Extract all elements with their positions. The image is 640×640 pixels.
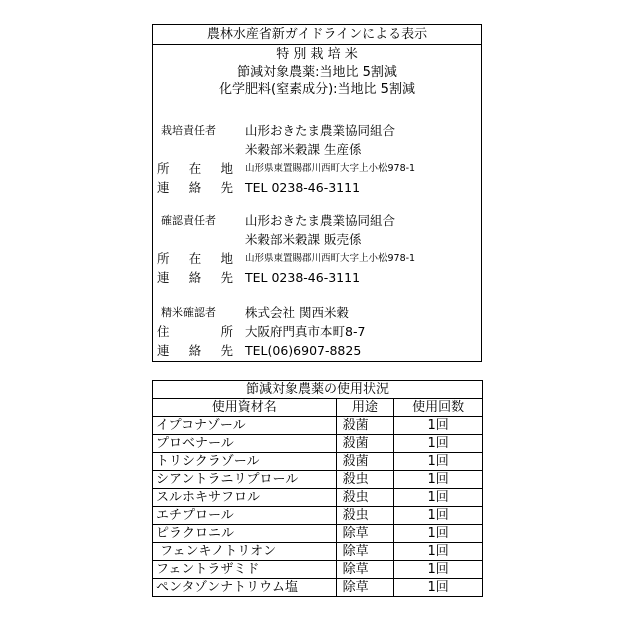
pesticide-usage-table (152, 380, 483, 597)
confirmer-role-label: 確認責任者 (161, 214, 216, 227)
header-material-name: 使用資材名 (153, 399, 337, 417)
grower-role-label: 栽培責任者 (161, 124, 216, 137)
grower-section (157, 121, 479, 197)
table-row (153, 435, 483, 453)
table-row (153, 489, 483, 507)
table-row (153, 561, 483, 579)
confirmer-org-line2: 米穀部米穀課 販売係 (245, 232, 362, 247)
confirmer-contact: TEL 0238-46-3111 (245, 270, 361, 285)
material-purpose: 殺虫 (336, 471, 394, 489)
material-purpose: 除草 (336, 561, 394, 579)
table-row (153, 471, 483, 489)
confirmer-org-line1: 山形おきたま農業協同組合 (245, 213, 396, 228)
material-purpose: 殺菌 (336, 417, 394, 435)
material-name: スルホキサフロル (153, 489, 337, 507)
material-purpose: 除草 (336, 543, 394, 561)
material-count: 1回 (394, 417, 483, 435)
material-name: プロベナール (153, 435, 337, 453)
material-name: エチプロール (153, 507, 337, 525)
material-purpose: 殺菌 (336, 453, 394, 471)
table-row (153, 507, 483, 525)
material-name: フェンキノトリオン (153, 543, 337, 561)
material-name: シアントラニリプロール (153, 471, 337, 489)
miller-address: 大阪府門真市本町8-7 (245, 324, 366, 339)
miller-address-label: 住 所 (157, 324, 233, 339)
material-purpose: 除草 (336, 579, 394, 597)
grade-line: 特 別 栽 培 米 (276, 47, 358, 62)
table-row (153, 453, 483, 471)
miller-contact-label: 連 絡 先 (157, 343, 233, 358)
grower-org-line1: 山形おきたま農業協同組合 (245, 123, 396, 138)
miller-company: 株式会社 関西米穀 (245, 305, 349, 320)
labeling-box (152, 24, 482, 362)
confirmer-address: 山形県東置賜郡川西町大字上小松978-1 (245, 253, 416, 264)
material-name: ペンタゾンナトリウム塩 (153, 579, 337, 597)
material-count: 1回 (394, 525, 483, 543)
material-purpose: 殺菌 (336, 435, 394, 453)
material-purpose: 殺虫 (336, 489, 394, 507)
material-name: フェントラザミド (153, 561, 337, 579)
header-purpose: 用途 (336, 399, 394, 417)
material-name: トリシクラゾール (153, 453, 337, 471)
pesticide-reduction-line: 節減対象農薬:当地比 5割減 (237, 64, 397, 80)
table-row (153, 417, 483, 435)
material-purpose: 除草 (336, 525, 394, 543)
confirmer-section (157, 211, 479, 287)
material-name: イプコナゾール (153, 417, 337, 435)
material-count: 1回 (394, 489, 483, 507)
material-count: 1回 (394, 579, 483, 597)
confirmer-address-label: 所 在 地 (157, 251, 233, 266)
material-count: 1回 (394, 507, 483, 525)
grower-org-line2: 米穀部米穀課 生産係 (245, 142, 362, 157)
table-row (153, 525, 483, 543)
usage-table-title: 節減対象農薬の使用状況 (153, 381, 483, 399)
confirmer-contact-label: 連 絡 先 (157, 270, 233, 285)
material-count: 1回 (394, 453, 483, 471)
material-count: 1回 (394, 435, 483, 453)
material-purpose: 殺虫 (336, 507, 394, 525)
grower-address-label: 所 在 地 (157, 161, 233, 176)
label-header: 農林水産省新ガイドラインによる表示 (153, 25, 481, 45)
table-row (153, 579, 483, 597)
miller-role-label: 精米確認者 (161, 306, 216, 319)
fertilizer-reduction-line: 化学肥料(窒素成分):当地比 5割減 (219, 82, 415, 97)
material-count: 1回 (394, 561, 483, 579)
miller-contact: TEL(06)6907-8825 (245, 343, 362, 358)
grower-contact: TEL 0238-46-3111 (245, 180, 361, 195)
material-count: 1回 (394, 543, 483, 561)
grower-contact-label: 連 絡 先 (157, 180, 233, 195)
table-row (153, 543, 483, 561)
header-use-count: 使用回数 (394, 399, 483, 417)
material-count: 1回 (394, 471, 483, 489)
grower-address: 山形県東置賜郡川西町大字上小松978-1 (245, 163, 416, 174)
miller-section (157, 303, 479, 360)
material-name: ピラクロニル (153, 525, 337, 543)
